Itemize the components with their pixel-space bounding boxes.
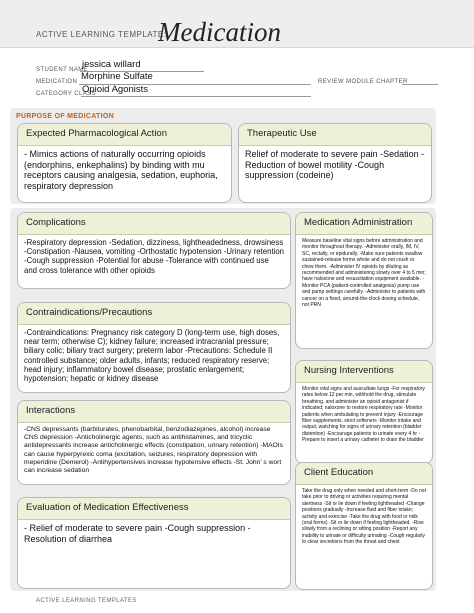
contraindications-card <box>17 302 291 393</box>
student-name-label: STUDENT NAME <box>36 67 89 73</box>
template-title: Medication <box>158 17 281 47</box>
client-education-heading: Client Education <box>296 463 432 485</box>
footer-label: ACTIVE LEARNING TEMPLATES <box>36 598 137 604</box>
medication-label: MEDICATION <box>36 79 78 85</box>
administration-heading: Medication Administration <box>296 213 432 235</box>
expected-action-text[interactable]: - Mimics actions of naturally occurring opioids (endorphins, enkephalins) by binding with mu receptors causing analgesia, sedation, euphoria, respiratory depression <box>24 149 218 191</box>
nursing-interventions-card <box>295 360 433 464</box>
category-value[interactable]: Opioid Agonists <box>82 84 149 95</box>
client-education-card <box>295 462 433 590</box>
interactions-heading: Interactions <box>18 401 290 423</box>
nursing-interventions-text[interactable]: Monitor vital signs and auscultate lungs -For respiratory rates below 12 per min, withhold the drug, stimulate breathing, and administer an opioid antagonist if indicated; naloxone to restore respiratory rate -Monitor patients when ambulating to prevent injury -Encourage fiber supplements, stool softeners -Monitor intake and output, watching for signs of urinary retention (bladder distention) -Encourage patients to urinate every 4 hr -Prepare to insert a urinary catheter to drain the bladder <box>302 386 425 444</box>
review-chapter-label: REVIEW MODULE CHAPTER <box>318 79 408 85</box>
complications-text[interactable]: -Respiratory depression -Sedation, dizziness, lightheadedness, drowsiness -Constipation -Nausea, vomiting -Orthostatic hypotension -Urinary retention -Cough suppression -Potential for abuse -Tolerance with continued use and cross tolerance with other opioids <box>24 238 285 275</box>
category-line <box>81 96 311 97</box>
category-label: CATEGORY CLASS <box>36 91 96 97</box>
review-chapter-line <box>402 84 438 85</box>
template-header <box>0 0 474 48</box>
nursing-interventions-heading: Nursing Interventions <box>296 361 432 383</box>
administration-text[interactable]: Measure baseline vital signs before administration and monitor throughout therapy. -Administer orally, IM, IV, SC, rectally, or epidurally. -Make sure patients swallow sustained-release forms whole and do not crush or chew them. -Administer IV opioids by diluting as recommended and administering slowly over 4 to 5 min; have naloxone and resuscitation equipment available. -Monitor PCA (patient-controlled analgesia) pump use and pump settings carefully. -Administer to patients with cancer on a fixed, around-the-clock dosing schedule, not PRN <box>302 238 426 309</box>
student-name-value[interactable]: jessica willard <box>82 59 141 70</box>
therapeutic-use-text[interactable]: Relief of moderate to severe pain -Sedation -Reduction of bowel motility -Cough suppression (codeine) <box>245 149 425 180</box>
contraindications-heading: Contraindications/Precautions <box>18 303 290 325</box>
client-education-text[interactable]: Take the drug only when needed and short-term -Do not take prior to driving or activities requiring mental alertness -Sit or lie down if feeling lightheaded -Change positions gradually -Increase fluid and fiber intake; activity and exercise -Take the drug with food or milk (oral forms) -Sit or lie down if feeling lightheaded. -Rise slowly from a reclining or sitting position -Report any inability to urinate or difficulty urinating -Cough regularly to clear secretions from the throat and chest <box>302 488 426 546</box>
expected-action-card <box>17 123 232 203</box>
medication-value[interactable]: Morphine Sulfate <box>81 71 153 82</box>
template-label: ACTIVE LEARNING TEMPLATE: <box>36 30 167 39</box>
contraindications-text[interactable]: -Contraindications: Pregnancy risk category D (long-term use, high doses, near term; otherwise C); kidney failure; increased intracranial pressure; biliary colic; biliary tract surgery; preterm labor -Precautions: Schedule II controlled substance; older adults, infants; reduced respiratory reserve; head injury; inflammatory bowel disease; prostatic enlargement; hypotension; hepatic or kidney disease <box>24 328 280 384</box>
expected-action-heading: Expected Pharmacological Action <box>18 124 231 146</box>
complications-heading: Complications <box>18 213 290 235</box>
interactions-card <box>17 400 291 485</box>
therapeutic-use-heading: Therapeutic Use <box>239 124 431 146</box>
administration-card <box>295 212 433 349</box>
complications-card <box>17 212 291 289</box>
evaluation-heading: Evaluation of Medication Effectiveness <box>18 498 290 520</box>
evaluation-text[interactable]: - Relief of moderate to severe pain -Cough suppression -Resolution of diarrhea <box>24 523 251 544</box>
purpose-title: PURPOSE OF MEDICATION <box>16 113 114 120</box>
evaluation-card <box>17 497 291 589</box>
interactions-text[interactable]: -CNS depressants (barbiturates, phenobarbital, benzodiazepines, alcohol) increase CNS depression -Anticholinergic agents, such as antihistamines, and tricyclic antidepressants increase anticholinergic effects (constipation, urinary retention) -MAOIs can cause hyperpyrexic coma (excitation, seizures, respiratory depression with meperidine (Demerol) -Antihypertensives increase hypotensive effects -St. John’ s wort can increase sedation <box>24 426 283 475</box>
therapeutic-use-card <box>238 123 432 203</box>
